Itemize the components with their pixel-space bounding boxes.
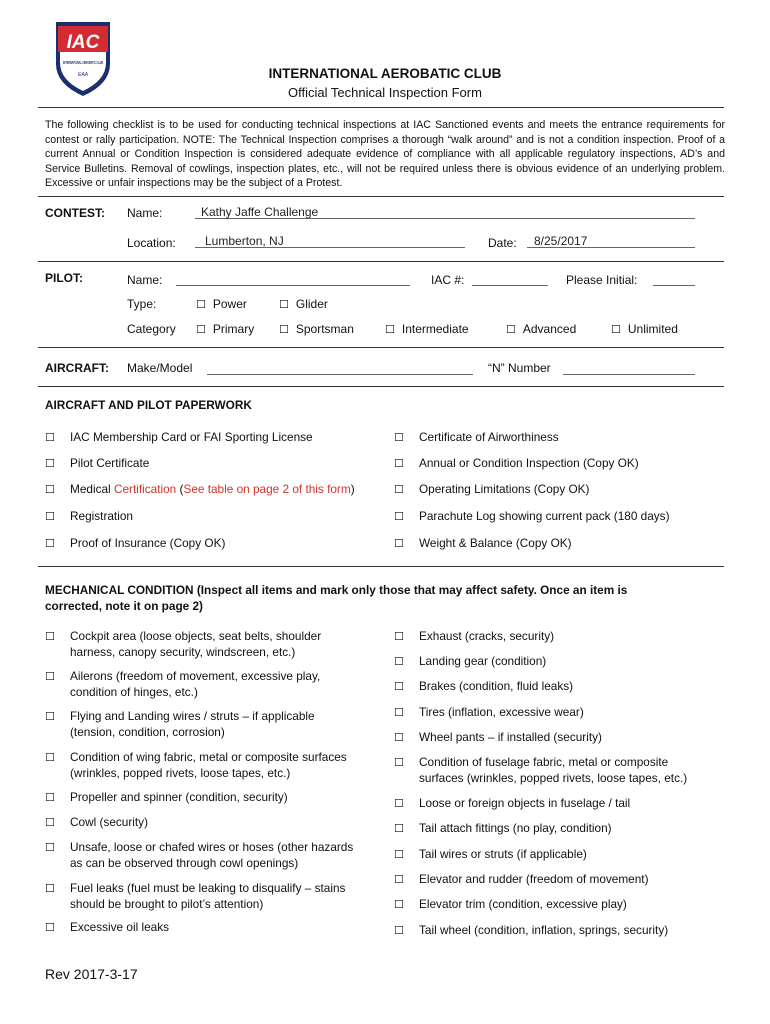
checkbox-icon[interactable]: ☐ [394,655,404,668]
contest-name-value: Kathy Jaffe Challenge [201,205,319,219]
checkbox-icon[interactable]: ☐ [394,483,404,496]
checkbox-icon[interactable]: ☐ [45,841,55,854]
mechanical-item[interactable]: ☐ Tail attach fittings (no play, condition) [394,821,612,835]
type-power-checkbox[interactable]: ☐ Power [196,297,247,311]
pilot-type-label: Type: [127,297,157,311]
checkbox-icon[interactable]: ☐ [394,731,404,744]
mechanical-item[interactable]: ☐ Tires (inflation, excessive wear) [394,705,584,719]
contest-location-field[interactable] [195,232,465,248]
mechanical-item[interactable]: ☐ Loose or foreign objects in fuselage / tail [394,796,631,810]
category-primary-checkbox[interactable]: ☐ Primary [196,322,254,336]
form-title: INTERNATIONAL AEROBATIC CLUB [268,66,502,81]
checkbox-icon[interactable]: ☐ [394,797,404,810]
pilot-initial-field[interactable] [653,271,695,286]
checkbox-icon[interactable]: ☐ [45,791,55,804]
mechanical-item[interactable]: ☐ Tail wires or struts (if applicable) [394,847,587,861]
checkbox-icon[interactable]: ☐ [45,816,55,829]
mechanical-heading: MECHANICAL CONDITION (Inspect all items and mark only those that may affect safety. Once an item is corrected, note it on page 2) [45,583,628,613]
paperwork-heading: AIRCRAFT AND PILOT PAPERWORK [45,398,252,412]
divider [38,107,724,108]
checkbox-icon[interactable]: ☐ [394,680,404,693]
checkbox-icon[interactable]: ☐ [394,873,404,886]
mechanical-item[interactable]: ☐ Elevator and rudder (freedom of movement) [394,872,649,886]
checkbox-icon[interactable]: ☐ [45,483,55,496]
aircraft-label: AIRCRAFT: [45,361,109,375]
divider [38,196,724,197]
divider [38,386,724,387]
checkbox-icon[interactable]: ☐ [45,510,55,523]
pilot-iac-field[interactable] [472,271,548,286]
paperwork-item[interactable]: ☐ Annual or Condition Inspection (Copy OK) [394,456,639,470]
aircraft-n-number-field[interactable] [563,360,695,375]
pilot-label: PILOT: [45,271,83,285]
pilot-category-label: Category [127,322,176,336]
checkbox-icon[interactable]: ☐ [394,898,404,911]
category-sportsman-checkbox[interactable]: ☐ Sportsman [279,322,354,336]
mechanical-item[interactable]: ☐ Exhaust (cracks, security) [394,629,555,643]
category-intermediate-checkbox[interactable]: ☐ Intermediate [385,322,469,336]
mechanical-item[interactable]: ☐ Propeller and spinner (condition, security) [45,790,288,804]
category-advanced-checkbox[interactable]: ☐ Advanced [506,322,576,336]
checkbox-icon[interactable]: ☐ [45,457,55,470]
mechanical-item[interactable]: ☐ Elevator trim (condition, excessive play) [394,897,627,911]
pilot-name-label: Name: [127,273,163,287]
paperwork-item[interactable]: ☐ IAC Membership Card or FAI Sporting License [45,430,313,444]
medical-certification-link[interactable]: Certification [113,482,177,496]
mechanical-item[interactable]: ☐ Cowl (security) [45,815,148,829]
logo-ring-text: INTERNATIONAL AEROBATIC CLUB [63,60,104,65]
contest-name-label: Name: [127,206,163,220]
checkbox-icon[interactable]: ☐ [394,537,404,550]
mechanical-item[interactable]: ☐ Landing gear (condition) [394,654,547,668]
mechanical-item[interactable]: ☐ Brakes (condition, fluid leaks) [394,679,574,693]
paperwork-item[interactable]: ☐ Proof of Insurance (Copy OK) [45,536,226,550]
checkbox-icon[interactable]: ☐ [45,670,55,683]
mechanical-item[interactable]: ☐ Flying and Landing wires / struts – if applicable (tension, condition, corrosion) [45,709,315,739]
divider [38,261,724,262]
pilot-initial-label: Please Initial: [566,273,638,287]
mechanical-item[interactable]: ☐ Ailerons (freedom of movement, excessive play, condition of hinges, etc.) [45,669,321,699]
aircraft-make-field[interactable] [207,360,473,375]
checkbox-icon[interactable]: ☐ [394,848,404,861]
paperwork-item[interactable]: ☐ Pilot Certificate [45,456,150,470]
checkbox-icon[interactable]: ☐ [45,882,55,895]
checkbox-icon[interactable]: ☐ [394,630,404,643]
form-subtitle: Official Technical Inspection Form [288,85,482,100]
divider [38,566,724,567]
contest-name-field[interactable] [195,203,695,219]
divider [38,347,724,348]
paperwork-item[interactable]: ☐ Weight & Balance (Copy OK) [394,536,572,550]
pilot-iac-label: IAC #: [431,273,465,287]
checkbox-icon[interactable]: ☐ [394,457,404,470]
logo-sub-text: EAA [77,72,89,78]
category-unlimited-checkbox[interactable]: ☐ Unlimited [611,322,678,336]
checkbox-icon[interactable]: ☐ [45,537,55,550]
contest-location-value: Lumberton, NJ [205,234,284,248]
type-glider-checkbox[interactable]: ☐ Glider [279,297,328,311]
mechanical-item[interactable]: ☐ Condition of wing fabric, metal or composite surfaces (wrinkles, popped rivets, loose tapes, etc.) [45,750,347,780]
revision-label: Rev 2017-3-17 [45,966,138,982]
checkbox-icon[interactable]: ☐ [394,431,404,444]
checkbox-icon[interactable]: ☐ [394,756,404,769]
medical-table-link[interactable]: See table on page 2 of this form [183,482,351,496]
paperwork-item[interactable]: ☐ Parachute Log showing current pack (180 days) [394,509,670,523]
contest-location-label: Location: [127,236,176,250]
checkbox-icon[interactable]: ☐ [394,924,404,937]
aircraft-make-label: Make/Model [127,361,193,375]
mechanical-item[interactable]: ☐ Tail wheel (condition, inflation, springs, security) [394,923,669,937]
checkbox-icon[interactable]: ☐ [394,510,404,523]
mechanical-item[interactable]: ☐ Excessive oil leaks [45,920,170,934]
paperwork-item[interactable]: ☐ Operating Limitations (Copy OK) [394,482,590,496]
contest-date-label: Date: [488,236,517,250]
intro-paragraph: The following checklist is to be used for conducting technical inspections at IAC Sanctioned events and meets the entrance requirements for contest or rally participation. NOTE: The Technical Inspection comprises a thorough “walk around” and is not a condition inspection. Proof of a current Annual or Condition Inspection is considered adequate evidence of compliance with all applicable regulatory inspections, AD’s and Service Bulletins. Removal of cowlings, inspection plates, etc., will not be required unless there is obvious evidence of an underlying problem. Excessive or unfair inspections may be the subject of a Protest. [45,119,725,190]
aircraft-n-number-label: “N” Number [488,361,551,375]
mechanical-item[interactable]: ☐ Unsafe, loose or chafed wires or hoses (other hazards as can be observed through cowl openings) [45,840,354,870]
mechanical-item[interactable]: ☐ Wheel pants – if installed (security) [394,730,602,744]
logo-text: IAC [66,32,100,53]
checkbox-icon[interactable]: ☐ [45,751,55,764]
paperwork-item[interactable]: ☐ Certificate of Airworthiness [394,430,559,444]
mechanical-item[interactable]: ☐ Cockpit area (loose objects, seat belts, shoulder harness, canopy security, windscreen, etc.) [45,629,322,659]
contest-date-field[interactable] [527,232,695,248]
mechanical-item[interactable]: ☐ Fuel leaks (fuel must be leaking to disqualify – stains should be brought to pilot’s attention) [45,881,346,911]
contest-label: CONTEST: [45,206,105,220]
checkbox-icon[interactable]: ☐ [45,921,55,934]
paperwork-item[interactable]: ☐ Registration [45,509,133,523]
checkbox-icon[interactable]: ☐ [394,706,404,719]
checkbox-icon[interactable]: ☐ [45,710,55,723]
checkbox-icon[interactable]: ☐ [394,822,404,835]
contest-date-value: 8/25/2017 [534,234,588,248]
pilot-name-field[interactable] [176,271,410,286]
paperwork-item[interactable]: ☐ Medical Certification (See table on page 2 of this form) [45,482,355,496]
mechanical-item[interactable]: ☐ Condition of fuselage fabric, metal or composite surfaces (wrinkles, popped rivets, loose tapes, etc.) [394,755,688,785]
checkbox-icon[interactable]: ☐ [45,630,55,643]
checkbox-icon[interactable]: ☐ [45,431,55,444]
